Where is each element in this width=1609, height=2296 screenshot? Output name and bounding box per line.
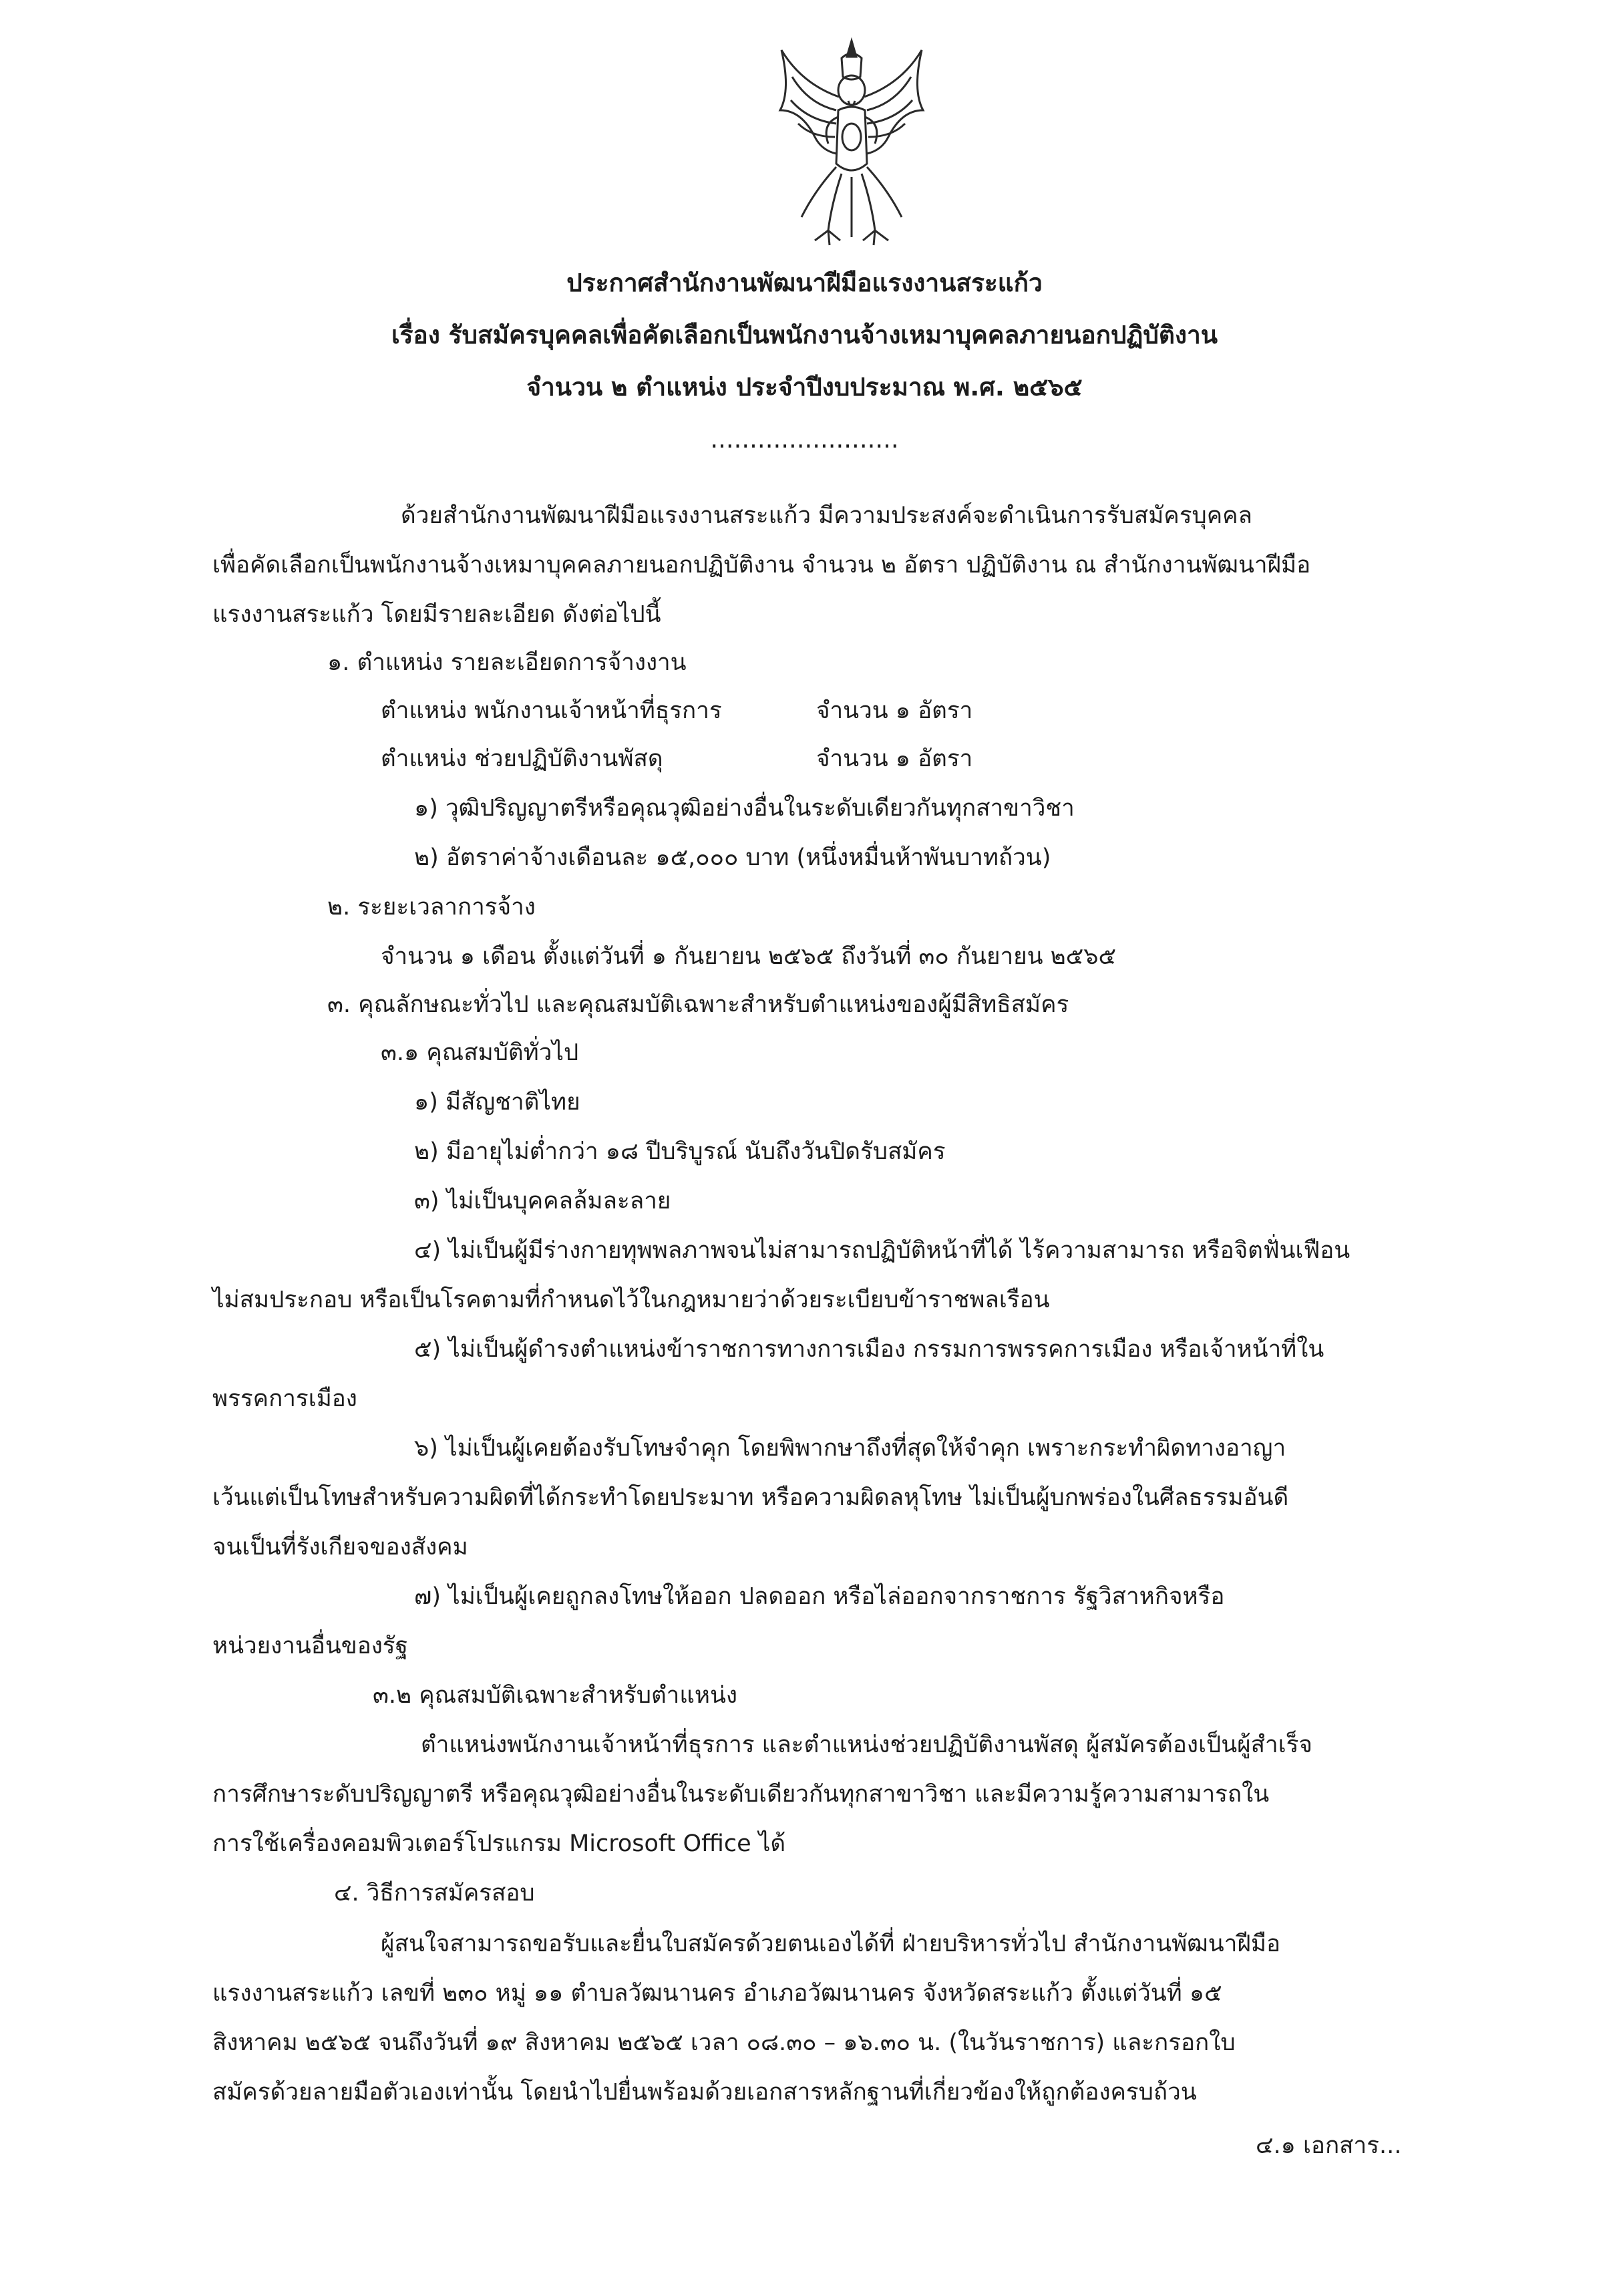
application-line: ผู้สนใจสามารถขอรับและยื่นใบสมัครด้วยตนเองได้ที่ ฝ่ายบริหารทั่วไป สำนักงานพัฒนาฝีมือ [381,1931,1280,1957]
application-line: สิงหาคม ๒๕๖๕ จนถึงวันที่ ๑๙ สิงหาคม ๒๕๖๕ เวลา ๐๘.๓๐ – ๑๖.๓๐ น. (ในวันราชการ) และกรอกใบ [212,2029,1236,2056]
qualification-item: ๓) ไม่เป็นบุคคลล้มละลาย [414,1188,671,1214]
garuda-emblem [775,37,928,251]
announcement-title: ประกาศสำนักงานพัฒนาฝีมือแรงงานสระแก้ว [566,269,1043,297]
specific-qualification-line: ตำแหน่งพนักงานเจ้าหน้าที่ธุรการ และตำแหน่งช่วยปฏิบัติงานพัสดุ ผู้สมัครต้องเป็นผู้สำเร็จ [421,1732,1312,1758]
qualification-item: ๔) ไม่เป็นผู้มีร่างกายทุพพลภาพจนไม่สามารถปฏิบัติหน้าที่ได้ ไร้ความสามารถ หรือจิตฟั่นเฟือน [414,1237,1351,1264]
application-line: แรงงานสระแก้ว เลขที่ ๒๓๐ หมู่ ๑๑ ตำบลวัฒนานคร อำเภอวัฒนานคร จังหวัดสระแก้ว ตั้งแต่วันที่ ๑๕ [212,1980,1222,2007]
section-3-1-heading: ๓.๑ คุณสมบัติทั่วไป [381,1039,579,1066]
announcement-subtitle: จำนวน ๒ ตำแหน่ง ประจำปีงบประมาณ พ.ศ. ๒๕๖๕ [526,373,1083,401]
qualification-item: ๗) ไม่เป็นผู้เคยถูกลงโทษให้ออก ปลดออก หรือไล่ออกจากราชการ รัฐวิสาหกิจหรือ [414,1583,1225,1610]
qualification-item-cont: จนเป็นที่รังเกียจของสังคม [212,1534,468,1561]
position-count: จำนวน ๑ อัตรา [816,697,973,724]
specific-qualification-line: การศึกษาระดับปริญญาตรี หรือคุณวุฒิอย่างอื่นในระดับเดียวกันทุกสาขาวิชา และมีความรู้ความสามารถใน [212,1781,1270,1808]
section-1-item: ๑) วุฒิปริญญาตรีหรือคุณวุฒิอย่างอื่นในระดับเดียวกันทุกสาขาวิชา [414,795,1075,822]
application-line: สมัครด้วยลายมือตัวเองเท่านั้น โดยนำไปยื่นพร้อมด้วยเอกสารหลักฐานที่เกี่ยวข้องให้ถูกต้องครบถ้วน [212,2079,1197,2106]
position-name: ตำแหน่ง ช่วยปฏิบัติงานพัสดุ [381,746,663,772]
intro-line-1: ด้วยสำนักงานพัฒนาฝีมือแรงงานสระแก้ว มีความประสงค์จะดำเนินการรับสมัครบุคคล [401,502,1253,529]
section-2-heading: ๒. ระยะเวลาการจ้าง [327,894,536,921]
section-1-item: ๒) อัตราค่าจ้างเดือนละ ๑๕,๐๐๐ บาท (หนึ่งหมื่นห้าพันบาทถ้วน) [414,844,1051,871]
qualification-item-cont: หน่วยงานอื่นของรัฐ [212,1633,408,1659]
intro-line-2: เพื่อคัดเลือกเป็นพนักงานจ้างเหมาบุคคลภายนอกปฏิบัติงาน จำนวน ๒ อัตรา ปฏิบัติงาน ณ สำนักงานพัฒนาฝีมือ [212,552,1311,579]
page-continuation: ๔.๑ เอกสาร... [1256,2132,1402,2159]
qualification-item: ๑) มีสัญชาติไทย [414,1089,580,1116]
qualification-item: ๒) มีอายุไม่ต่ำกว่า ๑๘ ปีบริบูรณ์ นับถึงวันปิดรับสมัคร [414,1138,946,1165]
section-2-body: จำนวน ๑ เดือน ตั้งแต่วันที่ ๑ กันยายน ๒๕๖๕ ถึงวันที่ ๓๐ กันยายน ๒๕๖๕ [381,943,1116,970]
intro-line-3: แรงงานสระแก้ว โดยมีรายละเอียด ดังต่อไปนี้ [212,601,661,628]
position-count: จำนวน ๑ อัตรา [816,746,973,772]
announcement-subject: เรื่อง รับสมัครบุคคลเพื่อคัดเลือกเป็นพนักงานจ้างเหมาบุคคลภายนอกปฏิบัติงาน [391,321,1218,349]
title-separator: ........................ [710,425,899,454]
section-3-2-heading: ๓.๒ คุณสมบัติเฉพาะสำหรับตำแหน่ง [373,1682,737,1709]
position-name: ตำแหน่ง พนักงานเจ้าหน้าที่ธุรการ [381,697,722,724]
specific-qualification-line: การใช้เครื่องคอมพิวเตอร์โปรแกรม Microsoft Office ได้ [212,1830,786,1857]
qualification-item: ๖) ไม่เป็นผู้เคยต้องรับโทษจำคุก โดยพิพากษาถึงที่สุดให้จำคุก เพราะกระทำผิดทางอาญา [414,1435,1286,1462]
qualification-item: ๕) ไม่เป็นผู้ดำรงตำแหน่งข้าราชการทางการเมือง กรรมการพรรคการเมือง หรือเจ้าหน้าที่ใน [414,1336,1324,1363]
section-1-heading: ๑. ตำแหน่ง รายละเอียดการจ้างงาน [327,649,687,676]
section-3-heading: ๓. คุณลักษณะทั่วไป และคุณสมบัติเฉพาะสำหรับตำแหน่งของผู้มีสิทธิสมัคร [327,991,1069,1018]
section-4-heading: ๔. วิธีการสมัครสอบ [334,1880,535,1907]
qualification-item-cont: พรรคการเมือง [212,1385,357,1412]
qualification-item-cont: เว้นแต่เป็นโทษสำหรับความผิดที่ได้กระทำโดยประมาท หรือความผิดลหุโทษ ไม่เป็นผู้บกพร่องในศีลธรรมอันดี [212,1484,1289,1511]
qualification-item-cont: ไม่สมประกอบ หรือเป็นโรคตามที่กำหนดไว้ในกฎหมายว่าด้วยระเบียบข้าราชพลเรือน [212,1287,1050,1313]
